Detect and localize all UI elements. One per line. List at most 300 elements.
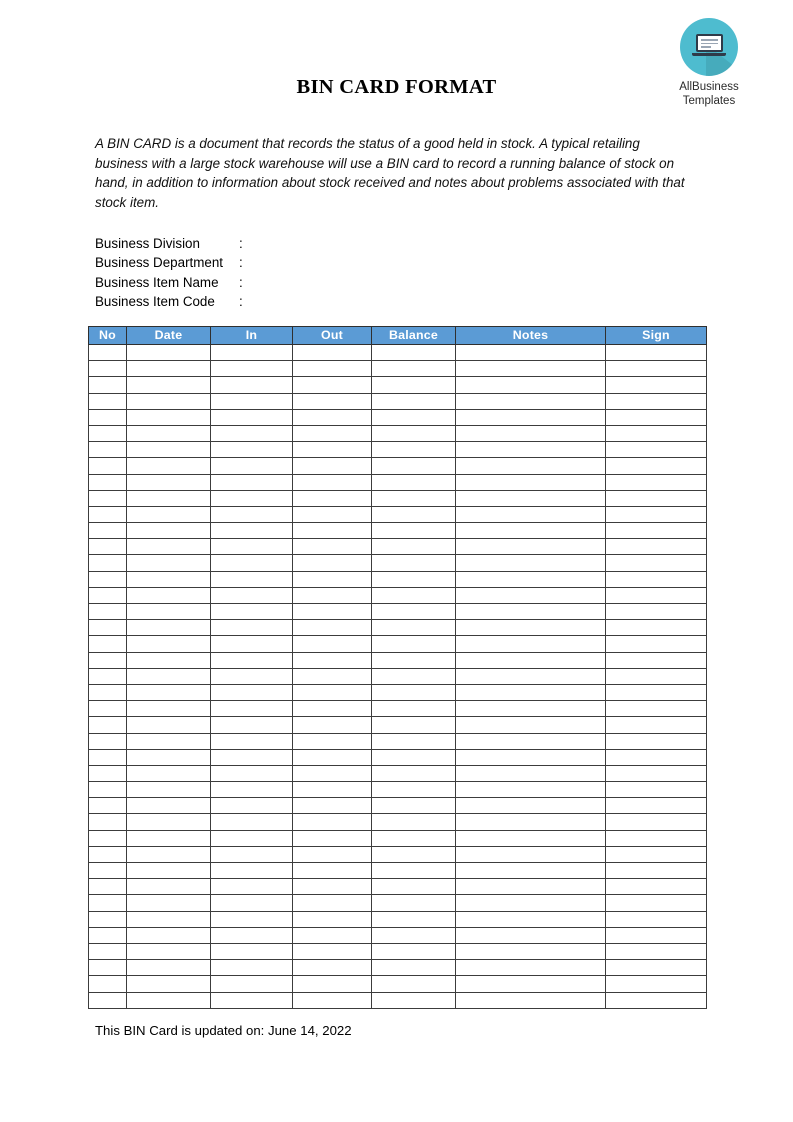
table-cell-no[interactable] <box>89 992 127 1008</box>
table-cell-out[interactable] <box>293 992 372 1008</box>
table-cell-balance[interactable] <box>372 992 456 1008</box>
table-cell-notes[interactable] <box>456 846 606 862</box>
table-cell-sign[interactable] <box>606 992 707 1008</box>
table-cell-date[interactable] <box>127 539 211 555</box>
table-cell-date[interactable] <box>127 474 211 490</box>
table-cell-out[interactable] <box>293 668 372 684</box>
table-cell-no[interactable] <box>89 425 127 441</box>
table-cell-no[interactable] <box>89 798 127 814</box>
table-cell-notes[interactable] <box>456 571 606 587</box>
table-cell-sign[interactable] <box>606 943 707 959</box>
table-cell-date[interactable] <box>127 393 211 409</box>
table-cell-date[interactable] <box>127 587 211 603</box>
table-cell-date[interactable] <box>127 717 211 733</box>
table-cell-in[interactable] <box>211 976 293 992</box>
table-cell-out[interactable] <box>293 345 372 361</box>
table-cell-no[interactable] <box>89 782 127 798</box>
table-cell-balance[interactable] <box>372 927 456 943</box>
table-cell-notes[interactable] <box>456 345 606 361</box>
table-cell-no[interactable] <box>89 345 127 361</box>
table-cell-date[interactable] <box>127 943 211 959</box>
table-cell-date[interactable] <box>127 668 211 684</box>
table-cell-notes[interactable] <box>456 539 606 555</box>
table-cell-notes[interactable] <box>456 523 606 539</box>
table-cell-in[interactable] <box>211 863 293 879</box>
table-cell-notes[interactable] <box>456 474 606 490</box>
table-cell-no[interactable] <box>89 636 127 652</box>
table-cell-out[interactable] <box>293 765 372 781</box>
table-cell-notes[interactable] <box>456 361 606 377</box>
table-cell-no[interactable] <box>89 846 127 862</box>
table-cell-balance[interactable] <box>372 814 456 830</box>
table-cell-notes[interactable] <box>456 814 606 830</box>
table-cell-balance[interactable] <box>372 425 456 441</box>
table-cell-balance[interactable] <box>372 506 456 522</box>
table-cell-notes[interactable] <box>456 506 606 522</box>
table-row <box>89 345 707 361</box>
table-cell-out[interactable] <box>293 798 372 814</box>
table-cell-notes[interactable] <box>456 976 606 992</box>
table-cell-date[interactable] <box>127 345 211 361</box>
table-cell-date[interactable] <box>127 911 211 927</box>
table-cell-sign[interactable] <box>606 895 707 911</box>
table-cell-no[interactable] <box>89 442 127 458</box>
table-cell-in[interactable] <box>211 361 293 377</box>
table-cell-no[interactable] <box>89 571 127 587</box>
table-cell-notes[interactable] <box>456 652 606 668</box>
table-cell-sign[interactable] <box>606 846 707 862</box>
table-cell-in[interactable] <box>211 652 293 668</box>
table-cell-in[interactable] <box>211 960 293 976</box>
table-cell-balance[interactable] <box>372 620 456 636</box>
table-cell-out[interactable] <box>293 377 372 393</box>
table-cell-out[interactable] <box>293 393 372 409</box>
table-cell-out[interactable] <box>293 863 372 879</box>
table-cell-sign[interactable] <box>606 425 707 441</box>
table-row <box>89 927 707 943</box>
table-row <box>89 571 707 587</box>
table-cell-in[interactable] <box>211 830 293 846</box>
table-cell-in[interactable] <box>211 749 293 765</box>
table-cell-in[interactable] <box>211 911 293 927</box>
table-cell-notes[interactable] <box>456 749 606 765</box>
table-cell-sign[interactable] <box>606 604 707 620</box>
table-cell-date[interactable] <box>127 652 211 668</box>
table-cell-out[interactable] <box>293 960 372 976</box>
table-cell-no[interactable] <box>89 604 127 620</box>
table-cell-notes[interactable] <box>456 442 606 458</box>
table-cell-date[interactable] <box>127 992 211 1008</box>
table-cell-sign[interactable] <box>606 960 707 976</box>
table-cell-in[interactable] <box>211 620 293 636</box>
table-cell-sign[interactable] <box>606 701 707 717</box>
field-row-business-item-code <box>95 292 249 311</box>
table-cell-out[interactable] <box>293 943 372 959</box>
table-cell-out[interactable] <box>293 846 372 862</box>
table-cell-balance[interactable] <box>372 668 456 684</box>
table-cell-date[interactable] <box>127 636 211 652</box>
table-cell-in[interactable] <box>211 701 293 717</box>
table-cell-in[interactable] <box>211 765 293 781</box>
table-cell-sign[interactable] <box>606 393 707 409</box>
table-cell-sign[interactable] <box>606 636 707 652</box>
table-cell-in[interactable] <box>211 668 293 684</box>
table-cell-sign[interactable] <box>606 442 707 458</box>
table-cell-balance[interactable] <box>372 409 456 425</box>
table-cell-balance[interactable] <box>372 765 456 781</box>
table-cell-date[interactable] <box>127 879 211 895</box>
table-cell-balance[interactable] <box>372 684 456 700</box>
table-cell-notes[interactable] <box>456 555 606 571</box>
intro-paragraph: A BIN CARD is a document that records the status of a good held in stock. A typical retailing business with a large stock warehouse will use a BIN card to record a running balance of stock on hand, in addition to information about stock received and notes about problems associated with that stock item. <box>95 136 685 210</box>
table-cell-in[interactable] <box>211 814 293 830</box>
table-cell-notes[interactable] <box>456 393 606 409</box>
table-cell-date[interactable] <box>127 765 211 781</box>
table-cell-no[interactable] <box>89 587 127 603</box>
table-cell-no[interactable] <box>89 539 127 555</box>
table-cell-in[interactable] <box>211 425 293 441</box>
table-cell-in[interactable] <box>211 393 293 409</box>
table-cell-no[interactable] <box>89 361 127 377</box>
table-cell-notes[interactable] <box>456 701 606 717</box>
table-cell-out[interactable] <box>293 895 372 911</box>
table-cell-no[interactable] <box>89 377 127 393</box>
table-cell-out[interactable] <box>293 911 372 927</box>
table-cell-notes[interactable] <box>456 879 606 895</box>
table-cell-date[interactable] <box>127 976 211 992</box>
table-cell-out[interactable] <box>293 927 372 943</box>
table-cell-out[interactable] <box>293 571 372 587</box>
table-cell-out[interactable] <box>293 749 372 765</box>
table-cell-out[interactable] <box>293 506 372 522</box>
table-cell-no[interactable] <box>89 652 127 668</box>
table-cell-date[interactable] <box>127 782 211 798</box>
table-cell-date[interactable] <box>127 684 211 700</box>
table-cell-in[interactable] <box>211 539 293 555</box>
table-cell-sign[interactable] <box>606 571 707 587</box>
table-cell-sign[interactable] <box>606 911 707 927</box>
table-cell-notes[interactable] <box>456 668 606 684</box>
table-cell-date[interactable] <box>127 846 211 862</box>
table-cell-no[interactable] <box>89 620 127 636</box>
table-cell-balance[interactable] <box>372 717 456 733</box>
table-cell-balance[interactable] <box>372 458 456 474</box>
table-cell-sign[interactable] <box>606 555 707 571</box>
table-cell-in[interactable] <box>211 636 293 652</box>
table-cell-out[interactable] <box>293 587 372 603</box>
table-cell-in[interactable] <box>211 943 293 959</box>
table-cell-notes[interactable] <box>456 765 606 781</box>
table-cell-balance[interactable] <box>372 701 456 717</box>
table-cell-notes[interactable] <box>456 911 606 927</box>
table-cell-balance[interactable] <box>372 911 456 927</box>
table-cell-sign[interactable] <box>606 474 707 490</box>
table-cell-out[interactable] <box>293 361 372 377</box>
table-cell-out[interactable] <box>293 636 372 652</box>
table-cell-out[interactable] <box>293 555 372 571</box>
table-cell-sign[interactable] <box>606 409 707 425</box>
table-cell-balance[interactable] <box>372 749 456 765</box>
table-cell-date[interactable] <box>127 620 211 636</box>
table-cell-balance[interactable] <box>372 442 456 458</box>
table-cell-sign[interactable] <box>606 490 707 506</box>
table-cell-notes[interactable] <box>456 425 606 441</box>
table-cell-no[interactable] <box>89 895 127 911</box>
table-cell-date[interactable] <box>127 604 211 620</box>
table-cell-out[interactable] <box>293 620 372 636</box>
table-cell-date[interactable] <box>127 409 211 425</box>
table-cell-balance[interactable] <box>372 587 456 603</box>
table-cell-balance[interactable] <box>372 830 456 846</box>
table-cell-date[interactable] <box>127 523 211 539</box>
table-cell-sign[interactable] <box>606 814 707 830</box>
table-cell-in[interactable] <box>211 490 293 506</box>
table-cell-notes[interactable] <box>456 863 606 879</box>
table-cell-balance[interactable] <box>372 490 456 506</box>
table-cell-out[interactable] <box>293 604 372 620</box>
table-cell-no[interactable] <box>89 879 127 895</box>
table-cell-notes[interactable] <box>456 377 606 393</box>
table-cell-date[interactable] <box>127 830 211 846</box>
table-cell-sign[interactable] <box>606 733 707 749</box>
table-cell-balance[interactable] <box>372 863 456 879</box>
table-cell-date[interactable] <box>127 555 211 571</box>
table-cell-in[interactable] <box>211 846 293 862</box>
table-cell-no[interactable] <box>89 830 127 846</box>
laptop-screen-line <box>701 46 712 48</box>
table-cell-in[interactable] <box>211 377 293 393</box>
table-cell-date[interactable] <box>127 863 211 879</box>
table-cell-in[interactable] <box>211 458 293 474</box>
table-cell-no[interactable] <box>89 976 127 992</box>
table-cell-in[interactable] <box>211 506 293 522</box>
table-cell-sign[interactable] <box>606 749 707 765</box>
table-cell-notes[interactable] <box>456 684 606 700</box>
table-cell-out[interactable] <box>293 814 372 830</box>
table-cell-balance[interactable] <box>372 846 456 862</box>
table-cell-out[interactable] <box>293 523 372 539</box>
table-cell-date[interactable] <box>127 927 211 943</box>
table-cell-date[interactable] <box>127 895 211 911</box>
table-cell-no[interactable] <box>89 393 127 409</box>
table-cell-no[interactable] <box>89 749 127 765</box>
table-cell-date[interactable] <box>127 571 211 587</box>
table-cell-notes[interactable] <box>456 490 606 506</box>
table-cell-date[interactable] <box>127 490 211 506</box>
table-cell-in[interactable] <box>211 717 293 733</box>
logo-wordmark-line2: Templates <box>682 94 736 107</box>
table-cell-notes[interactable] <box>456 798 606 814</box>
table-cell-no[interactable] <box>89 765 127 781</box>
table-cell-sign[interactable] <box>606 717 707 733</box>
table-cell-notes[interactable] <box>456 782 606 798</box>
table-cell-no[interactable] <box>89 490 127 506</box>
table-cell-no[interactable] <box>89 733 127 749</box>
table-cell-balance[interactable] <box>372 539 456 555</box>
table-cell-sign[interactable] <box>606 458 707 474</box>
table-cell-in[interactable] <box>211 782 293 798</box>
table-cell-sign[interactable] <box>606 863 707 879</box>
table-header-row <box>89 327 707 345</box>
table-cell-balance[interactable] <box>372 636 456 652</box>
table-cell-in[interactable] <box>211 798 293 814</box>
table-cell-notes[interactable] <box>456 604 606 620</box>
table-cell-out[interactable] <box>293 442 372 458</box>
table-cell-sign[interactable] <box>606 927 707 943</box>
table-cell-date[interactable] <box>127 506 211 522</box>
table-cell-notes[interactable] <box>456 458 606 474</box>
table-cell-no[interactable] <box>89 911 127 927</box>
table-cell-no[interactable] <box>89 555 127 571</box>
table-cell-in[interactable] <box>211 442 293 458</box>
table-cell-in[interactable] <box>211 571 293 587</box>
table-cell-no[interactable] <box>89 927 127 943</box>
field-label: Business Item Code <box>95 294 215 310</box>
table-cell-date[interactable] <box>127 749 211 765</box>
table-cell-sign[interactable] <box>606 377 707 393</box>
table-cell-balance[interactable] <box>372 361 456 377</box>
table-cell-in[interactable] <box>211 523 293 539</box>
table-cell-notes[interactable] <box>456 733 606 749</box>
table-cell-out[interactable] <box>293 425 372 441</box>
table-cell-no[interactable] <box>89 863 127 879</box>
table-cell-date[interactable] <box>127 733 211 749</box>
table-cell-balance[interactable] <box>372 976 456 992</box>
table-cell-date[interactable] <box>127 361 211 377</box>
table-cell-sign[interactable] <box>606 668 707 684</box>
table-cell-balance[interactable] <box>372 571 456 587</box>
table-cell-date[interactable] <box>127 960 211 976</box>
table-cell-no[interactable] <box>89 814 127 830</box>
table-cell-in[interactable] <box>211 992 293 1008</box>
table-cell-notes[interactable] <box>456 409 606 425</box>
table-cell-out[interactable] <box>293 733 372 749</box>
table-cell-in[interactable] <box>211 587 293 603</box>
table-cell-out[interactable] <box>293 717 372 733</box>
table-cell-date[interactable] <box>127 377 211 393</box>
table-cell-sign[interactable] <box>606 361 707 377</box>
table-row <box>89 523 707 539</box>
table-cell-notes[interactable] <box>456 717 606 733</box>
table-cell-notes[interactable] <box>456 620 606 636</box>
table-cell-notes[interactable] <box>456 992 606 1008</box>
table-cell-balance[interactable] <box>372 733 456 749</box>
table-cell-sign[interactable] <box>606 620 707 636</box>
table-cell-out[interactable] <box>293 458 372 474</box>
table-cell-in[interactable] <box>211 409 293 425</box>
table-cell-sign[interactable] <box>606 782 707 798</box>
table-cell-date[interactable] <box>127 458 211 474</box>
table-cell-in[interactable] <box>211 684 293 700</box>
table-cell-sign[interactable] <box>606 879 707 895</box>
table-cell-balance[interactable] <box>372 652 456 668</box>
table-cell-balance[interactable] <box>372 523 456 539</box>
table-cell-no[interactable] <box>89 458 127 474</box>
table-cell-date[interactable] <box>127 701 211 717</box>
table-cell-sign[interactable] <box>606 830 707 846</box>
table-cell-in[interactable] <box>211 895 293 911</box>
table-cell-sign[interactable] <box>606 684 707 700</box>
table-cell-notes[interactable] <box>456 636 606 652</box>
table-cell-no[interactable] <box>89 474 127 490</box>
table-cell-balance[interactable] <box>372 943 456 959</box>
table-cell-no[interactable] <box>89 409 127 425</box>
table-cell-balance[interactable] <box>372 345 456 361</box>
table-cell-in[interactable] <box>211 733 293 749</box>
table-cell-out[interactable] <box>293 830 372 846</box>
table-cell-notes[interactable] <box>456 587 606 603</box>
table-cell-balance[interactable] <box>372 555 456 571</box>
table-cell-in[interactable] <box>211 879 293 895</box>
table-cell-sign[interactable] <box>606 539 707 555</box>
table-cell-notes[interactable] <box>456 960 606 976</box>
table-cell-sign[interactable] <box>606 506 707 522</box>
table-cell-in[interactable] <box>211 474 293 490</box>
table-cell-out[interactable] <box>293 684 372 700</box>
table-cell-out[interactable] <box>293 782 372 798</box>
table-cell-date[interactable] <box>127 814 211 830</box>
table-cell-out[interactable] <box>293 701 372 717</box>
table-cell-in[interactable] <box>211 604 293 620</box>
table-cell-balance[interactable] <box>372 798 456 814</box>
table-cell-balance[interactable] <box>372 474 456 490</box>
table-cell-balance[interactable] <box>372 782 456 798</box>
table-cell-notes[interactable] <box>456 830 606 846</box>
table-cell-sign[interactable] <box>606 345 707 361</box>
table-cell-in[interactable] <box>211 345 293 361</box>
table-cell-no[interactable] <box>89 506 127 522</box>
table-cell-notes[interactable] <box>456 895 606 911</box>
table-cell-notes[interactable] <box>456 927 606 943</box>
table-cell-out[interactable] <box>293 490 372 506</box>
table-cell-no[interactable] <box>89 717 127 733</box>
table-cell-out[interactable] <box>293 976 372 992</box>
table-cell-no[interactable] <box>89 943 127 959</box>
table-cell-in[interactable] <box>211 555 293 571</box>
table-cell-sign[interactable] <box>606 587 707 603</box>
table-cell-sign[interactable] <box>606 652 707 668</box>
table-cell-no[interactable] <box>89 701 127 717</box>
table-cell-out[interactable] <box>293 879 372 895</box>
table-cell-out[interactable] <box>293 652 372 668</box>
table-cell-out[interactable] <box>293 474 372 490</box>
table-cell-sign[interactable] <box>606 765 707 781</box>
table-cell-no[interactable] <box>89 684 127 700</box>
table-cell-date[interactable] <box>127 442 211 458</box>
table-cell-out[interactable] <box>293 539 372 555</box>
table-cell-balance[interactable] <box>372 604 456 620</box>
table-cell-date[interactable] <box>127 798 211 814</box>
table-cell-sign[interactable] <box>606 976 707 992</box>
table-cell-balance[interactable] <box>372 393 456 409</box>
table-cell-balance[interactable] <box>372 879 456 895</box>
table-cell-balance[interactable] <box>372 895 456 911</box>
table-cell-no[interactable] <box>89 960 127 976</box>
table-cell-balance[interactable] <box>372 960 456 976</box>
table-row <box>89 555 707 571</box>
table-cell-no[interactable] <box>89 668 127 684</box>
table-cell-balance[interactable] <box>372 377 456 393</box>
table-cell-sign[interactable] <box>606 798 707 814</box>
table-cell-date[interactable] <box>127 425 211 441</box>
table-cell-out[interactable] <box>293 409 372 425</box>
table-cell-sign[interactable] <box>606 523 707 539</box>
table-cell-notes[interactable] <box>456 943 606 959</box>
table-row <box>89 992 707 1008</box>
table-cell-no[interactable] <box>89 523 127 539</box>
table-cell-in[interactable] <box>211 927 293 943</box>
laptop-icon <box>692 34 726 59</box>
